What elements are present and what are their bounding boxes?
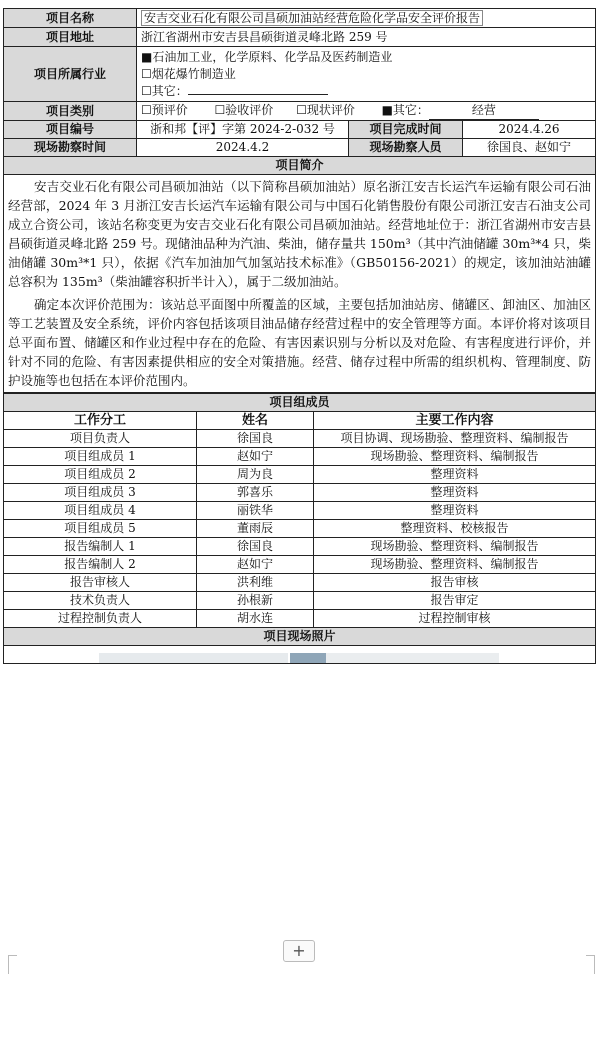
industry-option-fireworks: ☐烟花爆竹制造业: [141, 66, 236, 81]
site-photo-2: [290, 653, 499, 664]
add-section-button[interactable]: +: [283, 940, 315, 962]
member-row: [4, 520, 596, 538]
members-header-work: 主要工作内容: [314, 412, 596, 430]
member-row: [4, 448, 596, 466]
member-role: 报告编制人 1: [4, 538, 197, 556]
site-photo-2-image: [290, 653, 499, 664]
survey-time-label: 现场勘察时间: [4, 139, 137, 157]
member-name: 赵如宁: [197, 556, 314, 574]
project-address-value: 浙江省湖州市安吉县昌硕街道灵峰北路 259 号: [137, 28, 596, 47]
member-work: 现场勘验、整理资料、编制报告: [314, 556, 596, 574]
survey-staff-label: 现场勘察人员: [349, 139, 463, 157]
members-header-name: 姓名: [197, 412, 314, 430]
member-row: [4, 502, 596, 520]
member-name: 董雨辰: [197, 520, 314, 538]
member-role: 报告编制人 2: [4, 556, 197, 574]
category-other: ■其它：: [381, 103, 429, 117]
industry-option-other: ☐其它：: [141, 83, 591, 100]
member-work: 项目协调、现场勘验、整理资料、编制报告: [314, 430, 596, 448]
member-row: [4, 592, 596, 610]
page-corner-mark-right: [586, 955, 595, 974]
intro-section-title: 项目简介: [4, 157, 596, 175]
project-code-label: 项目编号: [4, 121, 137, 139]
category-pre-evaluation: ☐预评价: [141, 103, 188, 117]
site-photo-1: [99, 653, 288, 664]
member-name: 赵如宁: [197, 448, 314, 466]
member-role: 项目组成员 4: [4, 502, 197, 520]
member-role: 项目组成员 1: [4, 448, 197, 466]
member-row: [4, 538, 596, 556]
project-code-value: 浙和邦【评】字第 2024-2-032 号: [137, 121, 349, 139]
member-work: 现场勘验、整理资料、编制报告: [314, 448, 596, 466]
project-address-label: 项目地址: [4, 28, 137, 47]
member-role: 项目负责人: [4, 430, 197, 448]
member-name: 孙根新: [197, 592, 314, 610]
member-row: [4, 484, 596, 502]
project-completion-label: 项目完成时间: [349, 121, 463, 139]
project-info-table: [3, 8, 596, 393]
intro-paragraph-1: 安吉交业石化有限公司昌硕加油站（以下简称昌硕加油站）原名浙江安吉长运汽车运输有限公司石油经营部，2024 年 3 月浙江安吉长运汽车运输有限公司与中国石化销售股份有限公司浙江安吉石油支公司成立合资公司，该站名称变更为安吉交业石化有限公司昌硕加油站。经营地址位于：浙江省湖州市安吉县昌硕街道灵峰北路 259 号。现储油品种为汽油、柴油，储存量共 150m³（其中汽油储罐 30m³*4 只，柴油储罐 30m³*1 只），依据《汽车加油加气加氢站技术标准》（GB50156-2021）的规定，该加油站油罐总容积为 135m³（柴油罐容积折半计入），属于二级加油站。: [8, 179, 592, 289]
project-completion-value: 2024.4.26: [463, 121, 596, 139]
survey-time-value: 2024.4.2: [137, 139, 349, 157]
site-photos: [4, 646, 596, 664]
project-industry-label: 项目所属行业: [4, 47, 137, 102]
project-category-label: 项目类别: [4, 102, 137, 121]
member-work: 整理资料: [314, 502, 596, 520]
survey-staff-value: 徐国良、赵如宁: [463, 139, 596, 157]
industry-other-blank: [188, 94, 328, 95]
members-section-title: 项目组成员: [4, 394, 596, 412]
member-role: 过程控制负责人: [4, 610, 197, 628]
member-role: 项目组成员 2: [4, 466, 197, 484]
member-role: 项目组成员 3: [4, 484, 197, 502]
member-row: [4, 556, 596, 574]
intro-paragraph-2: 确定本次评价范围为：该站总平面图中所覆盖的区域，主要包括加油站房、储罐区、卸油区、加油区等工艺装置及安全系统，评价内容包括该项目油品储存经营过程中的安全管理等方面。本评价将对该项目总平面布置、储罐区和作业过程中存在的危险、有害因素识别与分析以及对危险、有害程度进行评价，并针对不同的危险、有害因素提供相应的安全对策措施。经营、储存过程中所需的组织机构、管理制度、防护设施等也包括在本评价范围内。: [8, 297, 592, 388]
member-name: 丽铁华: [197, 502, 314, 520]
member-name: 郭喜乐: [197, 484, 314, 502]
member-row: [4, 466, 596, 484]
members-header-role: 工作分工: [4, 412, 197, 430]
project-name-value: 安吉交业石化有限公司昌硕加油站经营危险化学品安全评价报告: [137, 9, 596, 28]
member-work: 过程控制审核: [314, 610, 596, 628]
member-name: 徐国良: [197, 538, 314, 556]
member-name: 胡水连: [197, 610, 314, 628]
member-role: 报告审核人: [4, 574, 197, 592]
member-work: 整理资料: [314, 466, 596, 484]
member-work: 报告审核: [314, 574, 596, 592]
member-row: [4, 574, 596, 592]
site-photo-1-image: [99, 653, 288, 664]
member-row: [4, 430, 596, 448]
member-work: 整理资料、校核报告: [314, 520, 596, 538]
member-name: 徐国良: [197, 430, 314, 448]
member-role: 技术负责人: [4, 592, 197, 610]
member-row: [4, 610, 596, 628]
report-form: [3, 8, 595, 664]
photos-section-title: 项目现场照片: [4, 628, 596, 646]
member-name: 洪利维: [197, 574, 314, 592]
project-category-options: [137, 102, 596, 121]
member-work: 整理资料: [314, 484, 596, 502]
member-work: 报告审定: [314, 592, 596, 610]
member-work: 现场勘验、整理资料、编制报告: [314, 538, 596, 556]
project-industry-options: [137, 47, 596, 102]
member-name: 周为良: [197, 466, 314, 484]
member-role: 项目组成员 5: [4, 520, 197, 538]
category-acceptance-evaluation: ☐验收评价: [214, 103, 274, 117]
industry-option-petrochem: ■石油加工业，化学原料、化学品及医药制造业: [141, 49, 393, 64]
category-other-value: 经营: [429, 102, 539, 120]
project-name-label: 项目名称: [4, 9, 137, 28]
members-rows: [4, 430, 596, 628]
intro-section-body: [4, 175, 596, 393]
category-status-evaluation: ☐现状评价: [296, 103, 355, 117]
page-corner-mark-left: [8, 955, 17, 974]
members-table: [3, 393, 596, 664]
